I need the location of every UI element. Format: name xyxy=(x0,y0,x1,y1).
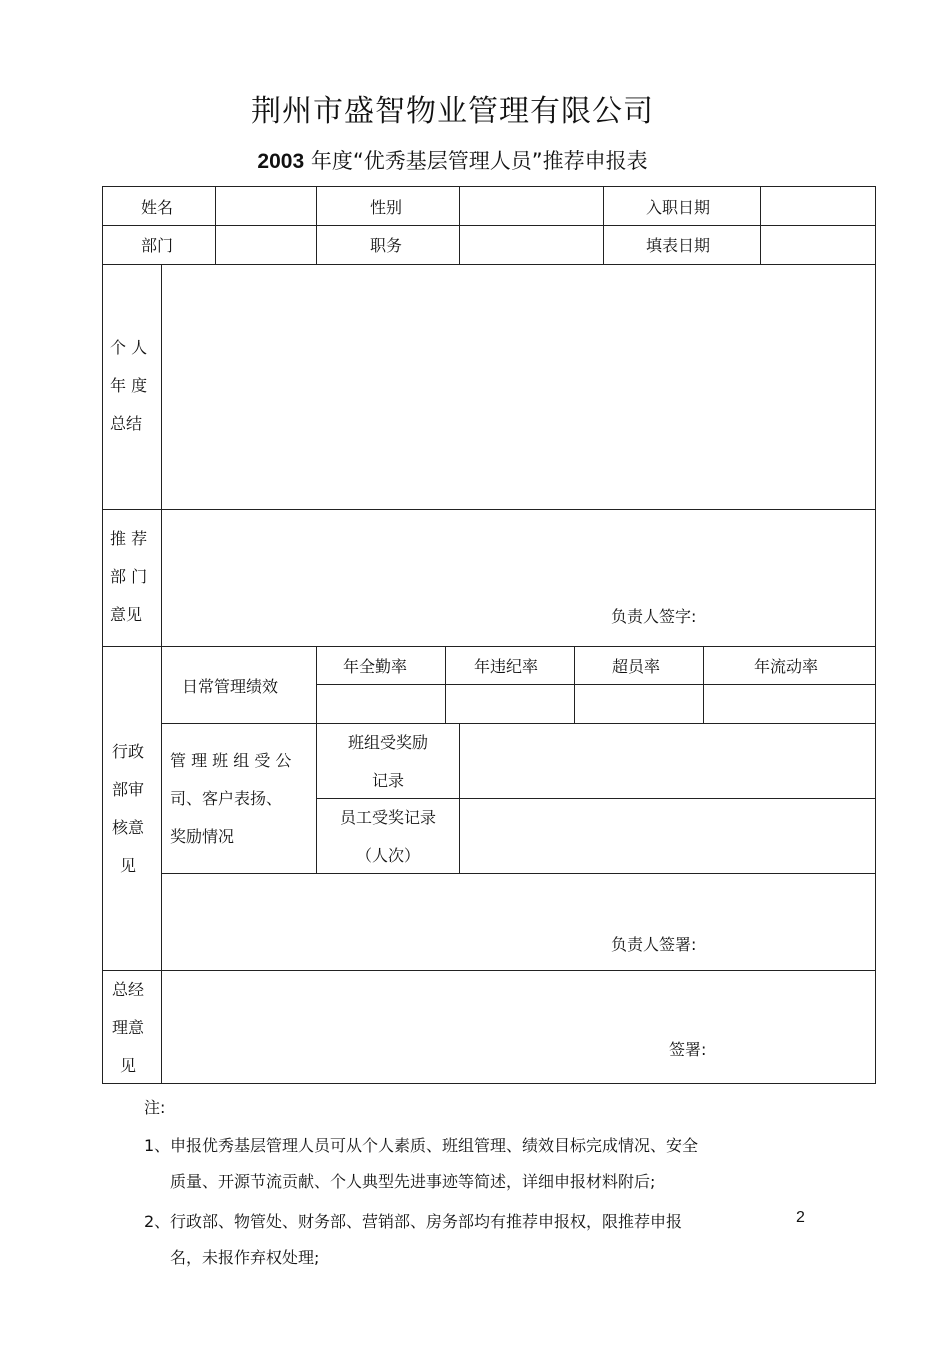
overstaff-rate-field[interactable] xyxy=(574,684,704,724)
note-number: 1、 xyxy=(144,1136,171,1155)
fill-date-label-cell xyxy=(603,225,761,265)
team-award-label xyxy=(317,724,459,800)
recommend-field[interactable] xyxy=(161,509,876,647)
dept-label: 部门 xyxy=(141,236,174,255)
praise-label-cell xyxy=(161,723,317,874)
daily-perf-label: 日常管理绩效 xyxy=(182,677,279,696)
summary-label-line: 个 人 xyxy=(110,338,148,357)
praise-label-line: 奖励情况 xyxy=(170,827,235,846)
note-line: 质量、开源节流贡献、个人典型先进事迹等简述，详细申报材料附后; xyxy=(170,1172,656,1191)
admin-label-line: 核意 xyxy=(112,818,145,837)
recommend-label-line: 部 门 xyxy=(110,567,148,586)
praise-label xyxy=(170,742,291,856)
join-date-label-cell xyxy=(603,186,761,226)
metric-header-cell xyxy=(703,646,876,685)
staff-award-label xyxy=(317,799,459,875)
notes-heading: 注: xyxy=(144,1098,166,1117)
admin-label-line: 行政 xyxy=(112,742,145,761)
turnover-rate-field[interactable] xyxy=(703,684,876,724)
company-title: 荆州市盛智物业管理有限公司 xyxy=(251,94,654,129)
metric-header-cell xyxy=(574,646,704,685)
join-date-label: 入职日期 xyxy=(646,198,711,217)
note-line: 名，未报作弃权处理; xyxy=(170,1248,320,1267)
summary-label-cell xyxy=(102,264,162,510)
position-label-cell xyxy=(316,225,460,265)
dept-label-cell xyxy=(102,225,216,265)
fill-date-label: 填表日期 xyxy=(646,236,711,255)
gender-label: 性别 xyxy=(370,198,403,217)
dept-field[interactable] xyxy=(215,225,317,265)
summary-label-line: 年 度 xyxy=(110,376,148,395)
gm-label-line: 见 xyxy=(120,1056,137,1075)
metric-header: 年违纪率 xyxy=(474,657,539,676)
form-title-text: 年度“优秀基层管理人员”推荐申报表 xyxy=(304,149,648,173)
staff-award-field[interactable] xyxy=(459,798,876,874)
admin-label-line: 见 xyxy=(120,856,137,875)
join-date-field[interactable] xyxy=(760,186,876,226)
staff-award-label-line: 员工受奖记录 xyxy=(339,808,436,827)
gm-sign-label: 签署: xyxy=(669,1040,707,1059)
summary-label-line: 总结 xyxy=(110,414,143,433)
praise-label-line: 管 理 班 组 受 公 xyxy=(170,751,292,770)
note-line: 行政部、物管处、财务部、营销部、房务部均有推荐申报权，限推荐申报 xyxy=(170,1212,683,1231)
daily-perf-label-cell xyxy=(161,646,317,724)
name-field[interactable] xyxy=(215,186,317,226)
admin-opinion-field[interactable] xyxy=(161,873,876,971)
gender-label-cell xyxy=(316,186,460,226)
name-label-cell xyxy=(102,186,216,226)
team-award-label-line: 班组受奖励 xyxy=(347,733,428,752)
praise-label-line: 司、客户表扬、 xyxy=(170,789,283,808)
gm-label-cell xyxy=(102,970,162,1084)
gm-opinion-field[interactable] xyxy=(161,970,876,1084)
metric-header: 年流动率 xyxy=(754,657,819,676)
form-title xyxy=(0,145,905,175)
admin-label xyxy=(112,733,144,885)
staff-award-label-line: （人次） xyxy=(355,846,420,865)
team-award-label-line: 记录 xyxy=(371,771,404,790)
recommend-label-line: 推 荐 xyxy=(110,529,148,548)
recommend-sign-label: 负责人签字: xyxy=(611,607,697,626)
recommend-count: 2 xyxy=(796,1209,805,1226)
team-award-label-cell xyxy=(316,723,460,799)
metric-header: 年全勤率 xyxy=(343,657,408,676)
note-line: 申报优秀基层管理人员可从个人素质、班组管理、绩效目标完成情况、安全 xyxy=(170,1136,699,1155)
staff-award-label-cell xyxy=(316,798,460,874)
position-field[interactable] xyxy=(459,225,604,265)
summary-label xyxy=(110,329,147,443)
recommend-label-line: 意见 xyxy=(110,605,143,624)
admin-label-cell xyxy=(102,646,162,971)
team-award-field[interactable] xyxy=(459,723,876,799)
gm-label-line: 理意 xyxy=(112,1018,145,1037)
gender-field[interactable] xyxy=(459,186,604,226)
gm-label xyxy=(112,971,144,1085)
attendance-rate-field[interactable] xyxy=(316,684,446,724)
violation-rate-field[interactable] xyxy=(445,684,575,724)
summary-field[interactable] xyxy=(161,264,876,510)
fill-date-field[interactable] xyxy=(760,225,876,265)
note-number: 2、 xyxy=(144,1212,171,1231)
metric-header-cell xyxy=(316,646,446,685)
form-year: 2003 xyxy=(257,150,305,173)
name-label: 姓名 xyxy=(141,198,174,217)
gm-label-line: 总经 xyxy=(112,980,145,999)
recommend-label-cell xyxy=(102,509,162,647)
position-label: 职务 xyxy=(370,236,403,255)
admin-label-line: 部审 xyxy=(112,780,145,799)
metric-header-cell xyxy=(445,646,575,685)
metric-header: 超员率 xyxy=(612,657,661,676)
admin-sign-label: 负责人签署: xyxy=(611,935,697,954)
recommend-label xyxy=(110,520,147,634)
